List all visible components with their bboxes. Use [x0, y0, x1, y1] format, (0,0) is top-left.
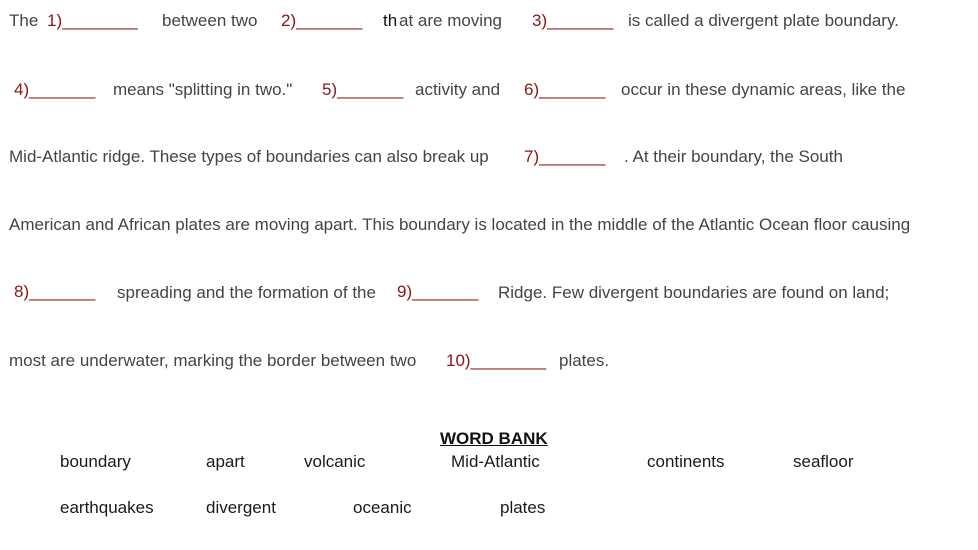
word-bank-item: volcanic [304, 452, 366, 471]
text-segment: Mid-Atlantic ridge. These types of boundaries can also break up [9, 147, 489, 166]
word-bank-item: plates [500, 498, 546, 517]
blank-1[interactable]: 1)________ [47, 11, 138, 30]
blank-2[interactable]: 2)_______ [281, 11, 363, 30]
text-segment: most are underwater, marking the border between two [9, 351, 417, 370]
text-segment: means "splitting in two." [113, 80, 293, 99]
text-segment: The [9, 11, 39, 30]
text-segment: spreading and the formation of the [117, 283, 376, 302]
text-segment: is called a divergent plate boundary. [628, 11, 899, 30]
word-bank-item: earthquakes [60, 498, 154, 517]
blank-9[interactable]: 9)_______ [397, 282, 479, 301]
text-segment: between two [162, 11, 258, 30]
word-bank-item: continents [647, 452, 725, 471]
blank-7[interactable]: 7)_______ [524, 147, 606, 166]
word-bank-item: oceanic [353, 498, 412, 517]
text-segment: activity and [415, 80, 501, 99]
text-segment: occur in these dynamic areas, like the [621, 80, 906, 99]
text-segment: American and African plates are moving apart. This boundary is located in the middle of the Atlantic Ocean floor causing [9, 215, 911, 234]
word-bank-title: WORD BANK [440, 429, 548, 448]
text-segment: Ridge. Few divergent boundaries are found on land; [498, 283, 890, 302]
text-segment: th [383, 11, 398, 30]
blank-10[interactable]: 10)________ [446, 351, 547, 370]
text-segment: plates. [559, 351, 610, 370]
word-bank-item: boundary [60, 452, 131, 471]
blank-8[interactable]: 8)_______ [14, 282, 96, 301]
text-segment: . At their boundary, the South [624, 147, 843, 166]
word-bank-item: Mid-Atlantic [451, 452, 540, 471]
blank-4[interactable]: 4)_______ [14, 80, 96, 99]
word-bank-item: divergent [206, 498, 276, 517]
blank-6[interactable]: 6)_______ [524, 80, 606, 99]
blank-3[interactable]: 3)_______ [532, 11, 614, 30]
word-bank-item: seafloor [793, 452, 854, 471]
blank-5[interactable]: 5)_______ [322, 80, 404, 99]
word-bank-item: apart [206, 452, 245, 471]
text-segment: at are moving [399, 11, 502, 30]
